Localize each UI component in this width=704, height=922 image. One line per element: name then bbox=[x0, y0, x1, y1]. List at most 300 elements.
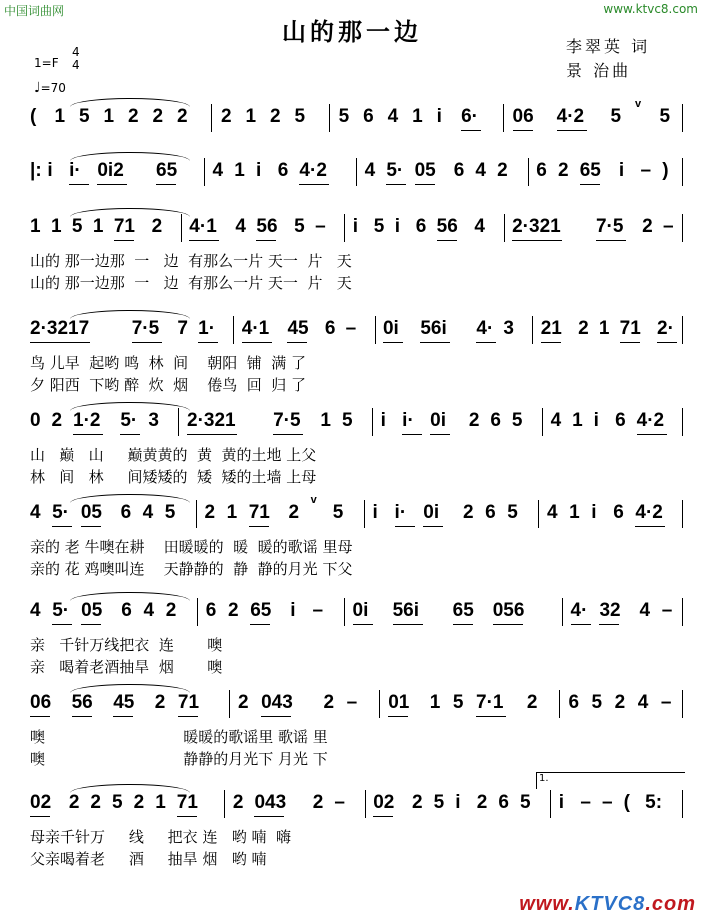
note: 2 bbox=[578, 318, 589, 339]
beam-underline bbox=[30, 342, 90, 343]
note: 45 bbox=[287, 318, 309, 339]
note: 71 bbox=[619, 318, 641, 339]
note: 043 bbox=[261, 692, 293, 713]
beam-underline bbox=[512, 240, 562, 241]
beam-underline bbox=[599, 624, 619, 625]
lyric-line bbox=[0, 748, 704, 768]
note: 2 bbox=[165, 600, 177, 621]
beam-underline bbox=[187, 434, 237, 435]
note: 1 bbox=[598, 318, 610, 339]
beam-underline bbox=[287, 342, 307, 343]
note: 06 bbox=[30, 692, 52, 713]
note: 4 bbox=[547, 502, 558, 523]
note: i bbox=[436, 106, 442, 127]
note: 56 bbox=[71, 692, 93, 713]
notes-line bbox=[0, 158, 704, 188]
note: 1 bbox=[50, 216, 62, 237]
note: 0i bbox=[382, 318, 399, 339]
note: 2 bbox=[68, 792, 80, 813]
beam-underline bbox=[30, 816, 50, 817]
beam-underline bbox=[30, 716, 50, 717]
lyric-line bbox=[0, 558, 704, 578]
note: 7·5 bbox=[595, 216, 624, 237]
note: 5· bbox=[52, 502, 69, 523]
beam-underline bbox=[69, 184, 89, 185]
beam-underline bbox=[132, 342, 162, 343]
note: – bbox=[640, 160, 652, 181]
beam-underline bbox=[250, 624, 270, 625]
note: 2 bbox=[476, 792, 488, 813]
slur-arc bbox=[70, 208, 190, 217]
note: 01 bbox=[388, 692, 410, 713]
note: 5 bbox=[112, 792, 123, 813]
key-signature: 1=F bbox=[34, 56, 59, 70]
lyric-line bbox=[0, 352, 704, 372]
note: 1 bbox=[572, 410, 583, 431]
bar-line bbox=[550, 790, 551, 818]
beam-underline bbox=[393, 624, 423, 625]
lyric-text: 山的 那一边那 一 边 有那么一片 天一 片 天 bbox=[30, 252, 352, 270]
beam-underline bbox=[189, 240, 219, 241]
note: 56 bbox=[256, 216, 278, 237]
note: 32 bbox=[599, 600, 621, 621]
bar-line-end bbox=[682, 408, 683, 436]
note: 2·321 bbox=[512, 216, 561, 237]
notes-line bbox=[0, 494, 704, 530]
note: |: bbox=[30, 160, 42, 181]
notes-line bbox=[0, 98, 704, 134]
note: 4·1 bbox=[241, 318, 270, 339]
beam-underline bbox=[73, 434, 103, 435]
note: 4 bbox=[235, 216, 246, 237]
note: 6 bbox=[324, 318, 336, 339]
bar-line bbox=[379, 690, 380, 718]
bar-line bbox=[211, 104, 212, 132]
note: 2 bbox=[133, 792, 145, 813]
note: 6 bbox=[536, 160, 547, 181]
note: – bbox=[312, 600, 324, 621]
note: i bbox=[255, 160, 262, 181]
note: 4 bbox=[475, 160, 486, 181]
bar-line bbox=[204, 158, 205, 186]
note: 65 bbox=[156, 160, 178, 181]
note: 6 bbox=[121, 600, 132, 621]
note: 2 bbox=[176, 106, 188, 127]
beam-underline bbox=[453, 624, 473, 625]
time-signature bbox=[72, 46, 80, 72]
note: 2 bbox=[204, 502, 216, 523]
note: 4 bbox=[212, 160, 224, 181]
time-bottom: 4 bbox=[72, 58, 80, 72]
note: 1 bbox=[429, 692, 441, 713]
brand-suffix: .com bbox=[645, 893, 696, 915]
note: 4 bbox=[142, 502, 154, 523]
note: 2 bbox=[237, 692, 249, 713]
beam-underline bbox=[657, 342, 677, 343]
note: i bbox=[380, 410, 386, 431]
bar-line bbox=[375, 316, 376, 344]
note: 4 bbox=[30, 502, 41, 523]
beam-underline bbox=[402, 434, 422, 435]
beam-underline bbox=[256, 240, 276, 241]
bar-line bbox=[356, 158, 357, 186]
note: 5 bbox=[511, 410, 523, 431]
note: 5 bbox=[610, 106, 622, 127]
note: 2 bbox=[497, 160, 508, 181]
lyric-text: 父亲喝着老 酒 抽旱 烟 哟 喃 bbox=[30, 850, 267, 868]
note: ( bbox=[623, 792, 630, 813]
note: 05 bbox=[81, 600, 103, 621]
lyric-text: 山 巅 山 巅黄黄的 黄 黄的土地 上父 bbox=[30, 446, 317, 464]
note: 5 bbox=[519, 792, 531, 813]
note: 1· bbox=[198, 318, 216, 339]
brand-mid: KTVC8 bbox=[574, 893, 646, 915]
bar-line bbox=[181, 214, 182, 242]
note: 4·2 bbox=[299, 160, 327, 181]
lyric-text: 亲的 花 鸡噢叫连 天静静的 静 静的月光 下父 bbox=[30, 560, 353, 578]
note: ) bbox=[662, 160, 669, 181]
note: 2 bbox=[557, 160, 569, 181]
lyric-line bbox=[0, 272, 704, 292]
note: 6 bbox=[363, 106, 374, 127]
note: 65 bbox=[452, 600, 474, 621]
note: 2 bbox=[288, 502, 300, 523]
note: 1 bbox=[226, 502, 238, 523]
note: 1 bbox=[54, 106, 66, 127]
note: 56i bbox=[420, 318, 447, 339]
beam-underline bbox=[113, 716, 133, 717]
beam-underline bbox=[493, 624, 523, 625]
note: 6 bbox=[485, 502, 496, 523]
note: i bbox=[618, 160, 625, 181]
note: 2 bbox=[270, 106, 281, 127]
bar-line bbox=[528, 158, 529, 186]
note: 1 bbox=[30, 216, 41, 237]
note: 5 bbox=[433, 792, 445, 813]
note: 6 bbox=[205, 600, 217, 621]
beam-underline bbox=[273, 434, 303, 435]
notes-line bbox=[0, 790, 704, 820]
note: 3 bbox=[148, 410, 159, 431]
note: 1 bbox=[103, 106, 115, 127]
bar-line-end bbox=[682, 214, 683, 242]
note: 5 bbox=[164, 502, 176, 523]
note: 4· bbox=[476, 318, 494, 339]
beam-underline bbox=[437, 240, 457, 241]
bar-line bbox=[542, 408, 543, 436]
page-title: 山的那一边 bbox=[282, 17, 422, 46]
note: 4· bbox=[570, 600, 588, 621]
note: i bbox=[394, 216, 400, 237]
note: 6 bbox=[615, 410, 626, 431]
lyric-line bbox=[0, 466, 704, 486]
note: 2 bbox=[614, 692, 626, 713]
beam-underline bbox=[430, 434, 450, 435]
note: 65 bbox=[250, 600, 272, 621]
lyric-text: 林 间 林 间矮矮的 矮 矮的土墙 上母 bbox=[30, 468, 317, 486]
beam-underline bbox=[580, 184, 600, 185]
note: 2 bbox=[468, 410, 480, 431]
note: 5 bbox=[507, 502, 518, 523]
note: – bbox=[661, 600, 673, 621]
note: 5 bbox=[294, 216, 305, 237]
slur-arc bbox=[70, 310, 190, 319]
lyric-line bbox=[0, 656, 704, 676]
note: 5· bbox=[120, 410, 138, 431]
notes-line bbox=[0, 690, 704, 720]
note: 4 bbox=[30, 600, 41, 621]
note: – bbox=[660, 692, 672, 713]
bar-line-end bbox=[682, 158, 683, 186]
bar-line-end bbox=[682, 690, 683, 718]
note: 4 bbox=[637, 692, 649, 713]
note: – bbox=[346, 692, 358, 713]
beam-underline bbox=[198, 342, 218, 343]
beam-underline bbox=[635, 526, 665, 527]
note: 05 bbox=[414, 160, 436, 181]
bar-line bbox=[196, 500, 197, 528]
quarter-note-icon: ♩ bbox=[34, 80, 41, 96]
note: 4 bbox=[387, 106, 399, 127]
beam-underline bbox=[261, 716, 291, 717]
bar-line-end bbox=[682, 500, 683, 528]
note: i bbox=[558, 792, 565, 813]
beam-underline bbox=[637, 434, 667, 435]
note: 6· bbox=[461, 106, 478, 127]
note: 5 bbox=[332, 502, 344, 523]
notes-line bbox=[0, 408, 704, 438]
note: 4 bbox=[639, 600, 651, 621]
note: – bbox=[663, 216, 674, 237]
bar-line bbox=[532, 316, 533, 344]
note: 1·2 bbox=[73, 410, 101, 431]
beam-underline bbox=[52, 526, 72, 527]
lyric-line bbox=[0, 826, 704, 846]
lyric-line bbox=[0, 634, 704, 654]
note: 2 bbox=[232, 792, 244, 813]
note: 2 bbox=[90, 792, 101, 813]
note: 2·321 bbox=[187, 410, 236, 431]
note: 4·2 bbox=[635, 502, 663, 523]
beam-underline bbox=[596, 240, 626, 241]
note: 2 bbox=[152, 106, 164, 127]
beam-underline bbox=[81, 624, 101, 625]
breath-mark: v bbox=[310, 494, 317, 506]
note: 7·1 bbox=[476, 692, 504, 713]
lyric-text: 亲的 老 牛噢在耕 田暖暖的 暖 暖的歌谣 里母 bbox=[30, 538, 353, 556]
lyric-line bbox=[0, 536, 704, 556]
lyric-line bbox=[0, 726, 704, 746]
note: 1 bbox=[92, 216, 104, 237]
beam-underline bbox=[395, 526, 415, 527]
beam-underline bbox=[571, 624, 591, 625]
slur-arc bbox=[70, 684, 190, 693]
bar-line bbox=[344, 598, 345, 626]
beam-underline bbox=[178, 716, 198, 717]
beam-underline bbox=[254, 816, 284, 817]
beam-underline bbox=[420, 342, 450, 343]
notes-line bbox=[0, 598, 704, 628]
beam-underline bbox=[388, 716, 408, 717]
note: 6 bbox=[415, 216, 427, 237]
note: – bbox=[345, 318, 357, 339]
beam-underline bbox=[461, 130, 481, 131]
note: 5 bbox=[591, 692, 603, 713]
note: 2 bbox=[526, 692, 538, 713]
note: 2 bbox=[463, 502, 474, 523]
lyric-text: 亲 千针万线把衣 连 噢 bbox=[30, 636, 223, 654]
note: 02 bbox=[30, 792, 52, 813]
note: ( bbox=[30, 106, 37, 127]
note: 45 bbox=[113, 692, 135, 713]
note: 1 bbox=[320, 410, 331, 431]
note: 5 bbox=[341, 410, 353, 431]
note: 56i bbox=[392, 600, 419, 621]
note: 5 bbox=[78, 106, 90, 127]
note: i· bbox=[402, 410, 414, 431]
note: i bbox=[591, 502, 597, 523]
bar-line bbox=[538, 500, 539, 528]
note: 3 bbox=[503, 318, 514, 339]
lyric-text: 亲 喝着老酒抽旱 烟 噢 bbox=[30, 658, 223, 676]
note: 5 bbox=[338, 106, 350, 127]
note: 2 bbox=[312, 792, 324, 813]
beam-underline bbox=[620, 342, 640, 343]
note: 06 bbox=[512, 106, 534, 127]
note: 2·3217 bbox=[30, 318, 90, 339]
beam-underline bbox=[97, 184, 127, 185]
note: – bbox=[315, 216, 326, 237]
bar-line bbox=[372, 408, 373, 436]
bar-line-end bbox=[682, 104, 683, 132]
bar-line bbox=[197, 598, 198, 626]
beam-underline bbox=[353, 624, 373, 625]
beam-underline bbox=[52, 624, 72, 625]
note: i bbox=[593, 410, 599, 431]
beam-underline bbox=[513, 130, 533, 131]
note: 7·5 bbox=[131, 318, 160, 339]
slur-arc bbox=[70, 98, 190, 107]
note: 2 bbox=[642, 216, 653, 237]
bar-line bbox=[178, 408, 179, 436]
beam-underline bbox=[476, 716, 506, 717]
note: 0i bbox=[430, 410, 446, 431]
beam-underline bbox=[299, 184, 329, 185]
watermark-left: 中国词曲网 bbox=[4, 4, 65, 18]
note: 043 bbox=[254, 792, 287, 813]
note: 2 bbox=[127, 106, 139, 127]
beam-underline bbox=[476, 342, 496, 343]
note: 4 bbox=[143, 600, 155, 621]
note: 1 bbox=[245, 106, 257, 127]
note: 0i2 bbox=[97, 160, 124, 181]
note: 5 bbox=[294, 106, 306, 127]
beam-underline bbox=[423, 526, 443, 527]
beam-underline bbox=[386, 184, 406, 185]
note: 2 bbox=[227, 600, 239, 621]
note: 1 bbox=[234, 160, 245, 181]
note: – bbox=[580, 792, 591, 813]
time-top: 4 bbox=[72, 45, 80, 59]
slur-arc bbox=[70, 784, 190, 793]
note: i bbox=[372, 502, 378, 523]
note: 65 bbox=[579, 160, 601, 181]
note: i bbox=[352, 216, 359, 237]
note: 21 bbox=[540, 318, 562, 339]
composer-credit: 景 治曲 bbox=[566, 61, 632, 80]
note: 2 bbox=[151, 216, 163, 237]
note: 05 bbox=[80, 502, 102, 523]
bar-line bbox=[329, 104, 330, 132]
slur-arc bbox=[70, 494, 190, 503]
beam-underline bbox=[81, 526, 101, 527]
beam-underline bbox=[114, 240, 134, 241]
tempo-marking bbox=[34, 80, 66, 96]
lyric-text: 母亲千针万 线 把衣 连 哟 喃 嗨 bbox=[30, 828, 292, 846]
note: i bbox=[47, 160, 53, 181]
beam-underline bbox=[249, 526, 269, 527]
note: 6 bbox=[453, 160, 465, 181]
slur-arc bbox=[70, 152, 190, 161]
notes-line bbox=[0, 214, 704, 244]
bar-line bbox=[344, 214, 345, 242]
bar-line bbox=[504, 214, 505, 242]
note: 56 bbox=[436, 216, 458, 237]
note: 6 bbox=[277, 160, 289, 181]
note: 5 bbox=[659, 106, 671, 127]
bar-line-end bbox=[682, 790, 683, 818]
note: i· bbox=[394, 502, 407, 523]
lyric-text: 噢 静静的月光下 月光 下 bbox=[30, 750, 328, 768]
note: 4 bbox=[474, 216, 485, 237]
volta-bracket bbox=[536, 772, 685, 789]
note: – bbox=[601, 792, 613, 813]
note: 4·1 bbox=[189, 216, 217, 237]
bar-line bbox=[562, 598, 563, 626]
note: 0i bbox=[352, 600, 369, 621]
lyric-line bbox=[0, 444, 704, 464]
note: 02 bbox=[373, 792, 395, 813]
note: 71 bbox=[113, 216, 135, 237]
lyric-line bbox=[0, 374, 704, 394]
note: 4·2 bbox=[556, 106, 585, 127]
note: 5: bbox=[645, 792, 663, 813]
beam-underline bbox=[373, 816, 393, 817]
beam-underline bbox=[415, 184, 435, 185]
note: 5 bbox=[452, 692, 464, 713]
note: 5· bbox=[386, 160, 404, 181]
brand-watermark bbox=[519, 893, 696, 916]
volta-label: 1. bbox=[539, 773, 549, 784]
note: i· bbox=[69, 160, 81, 181]
note: 2 bbox=[154, 692, 166, 713]
note: 4 bbox=[550, 410, 562, 431]
note: 6 bbox=[120, 502, 132, 523]
lyric-text: 噢 暖暖的歌谣里 歌谣 里 bbox=[30, 728, 328, 746]
note: 2 bbox=[412, 792, 423, 813]
beam-underline bbox=[120, 434, 140, 435]
beam-underline bbox=[557, 130, 587, 131]
note: 6 bbox=[498, 792, 509, 813]
beam-underline bbox=[177, 816, 197, 817]
brand-prefix: www. bbox=[519, 893, 575, 915]
note: 2 bbox=[323, 692, 335, 713]
tempo-value: =70 bbox=[40, 81, 66, 95]
note: 0 bbox=[30, 410, 41, 431]
beam-underline bbox=[383, 342, 403, 343]
note: 5 bbox=[373, 216, 385, 237]
note: 2 bbox=[221, 106, 232, 127]
